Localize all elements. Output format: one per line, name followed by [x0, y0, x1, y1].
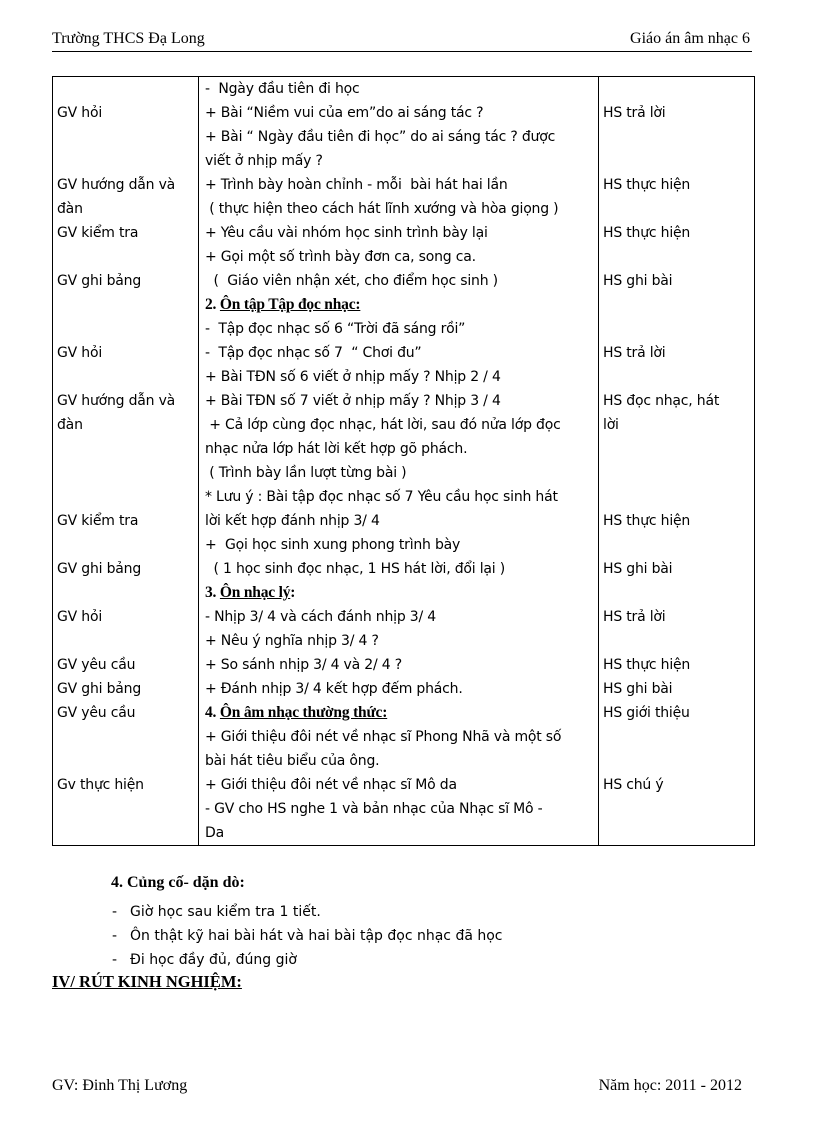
student-activity-cell [599, 173, 755, 197]
content-cell [199, 701, 599, 725]
teacher-activity-cell [53, 101, 199, 125]
table-row [53, 797, 755, 821]
table-row [53, 389, 755, 413]
table-row [53, 413, 755, 437]
cell-text: + Bài “ Ngày đầu tiên đi học” do ai sáng tác ? được [205, 129, 556, 145]
teacher-activity-cell [53, 317, 199, 341]
table-row [53, 821, 755, 846]
table-row [53, 317, 755, 341]
content-cell [199, 173, 599, 197]
student-activity-cell [599, 413, 755, 437]
section-number: 2. [205, 296, 217, 313]
content-cell [199, 509, 599, 533]
teacher-activity-cell [53, 749, 199, 773]
cell-text: - GV cho HS nghe 1 và bản nhạc của Nhạc sĩ Mô - [205, 801, 543, 817]
table-row [53, 269, 755, 293]
table-row [53, 725, 755, 749]
content-cell [199, 749, 599, 773]
teacher-activity-cell [53, 725, 199, 749]
cell-text: + Gọi một số trình bày đơn ca, song ca. [205, 249, 476, 265]
table-row [53, 509, 755, 533]
table-row [53, 365, 755, 389]
teacher-activity-cell [53, 197, 199, 221]
student-activity-cell [599, 197, 755, 221]
student-activity-cell [599, 629, 755, 653]
table-row [53, 773, 755, 797]
teacher-activity-cell [53, 509, 199, 533]
content-cell [199, 437, 599, 461]
teacher-activity-cell [53, 245, 199, 269]
student-activity-cell [599, 149, 755, 173]
content-cell [199, 317, 599, 341]
teacher-activity-cell [53, 653, 199, 677]
teacher-activity-cell [53, 773, 199, 797]
cell-text: đàn [57, 417, 83, 433]
cell-text: ( Trình bày lần lượt từng bài ) [205, 465, 407, 481]
content-cell [199, 677, 599, 701]
teacher-activity-cell [53, 149, 199, 173]
content-cell [199, 797, 599, 821]
content-cell [199, 101, 599, 125]
teacher-activity-cell [53, 221, 199, 245]
teacher-activity-cell [53, 77, 199, 102]
cell-text: GV hỏi [57, 105, 103, 121]
student-activity-cell [599, 533, 755, 557]
teacher-activity-cell [53, 533, 199, 557]
teacher-activity-cell [53, 605, 199, 629]
content-cell [199, 773, 599, 797]
summary-item-text: Ôn thật kỹ hai bài hát và hai bài tập đọc nhạc đã học [130, 928, 503, 944]
table-row [53, 437, 755, 461]
cell-text: + Nêu ý nghĩa nhịp 3/ 4 ? [205, 633, 379, 649]
teacher-activity-cell [53, 173, 199, 197]
cell-text: HS thực hiện [603, 657, 691, 673]
table-row [53, 533, 755, 557]
cell-text: + Bài TĐN số 7 viết ở nhịp mấy ? Nhịp 3 / 4 [205, 393, 501, 409]
section-heading: Ôn nhạc lý [219, 584, 291, 601]
student-activity-cell [599, 245, 755, 269]
teacher-activity-cell [53, 341, 199, 365]
cell-text: + Đánh nhịp 3/ 4 kết hợp đếm phách. [205, 681, 463, 697]
table-row [53, 149, 755, 173]
cell-text: + Trình bày hoàn chỉnh - mỗi bài hát hai lần [205, 177, 508, 193]
student-activity-cell [599, 437, 755, 461]
list-dash: - [112, 928, 118, 944]
teacher-activity-cell [53, 365, 199, 389]
cell-text: - Ngày đầu tiên đi học [205, 81, 360, 97]
cell-text: HS đọc nhạc, hát [603, 393, 720, 409]
cell-text: HS trả lời [603, 345, 666, 361]
teacher-activity-cell [53, 461, 199, 485]
student-activity-cell [599, 605, 755, 629]
content-cell [199, 221, 599, 245]
teacher-name: GV: Đinh Thị Lương [52, 1077, 188, 1094]
student-activity-cell [599, 77, 755, 102]
table-row [53, 101, 755, 125]
content-cell [199, 605, 599, 629]
cell-text: ( 1 học sinh đọc nhạc, 1 HS hát lời, đổi lại ) [205, 561, 505, 577]
table-row [53, 485, 755, 509]
cell-text: GV yêu cầu [57, 705, 136, 721]
table-row [53, 125, 755, 149]
cell-text: + Giới thiệu đôi nét về nhạc sĩ Phong Nhã và một số [205, 729, 562, 745]
school-year: Năm học: 2011 - 2012 [598, 1077, 742, 1094]
cell-text: GV ghi bảng [57, 273, 142, 289]
cell-text: GV hỏi [57, 345, 103, 361]
table-row [53, 341, 755, 365]
student-activity-cell [599, 101, 755, 125]
cell-text: + So sánh nhịp 3/ 4 và 2/ 4 ? [205, 657, 402, 673]
cell-text: HS trả lời [603, 609, 666, 625]
teacher-activity-cell [53, 485, 199, 509]
teacher-activity-cell [53, 269, 199, 293]
content-cell [199, 149, 599, 173]
content-cell [199, 653, 599, 677]
page-header [52, 30, 752, 52]
section-heading: Ôn âm nhạc thường thức: [219, 704, 388, 721]
content-cell [199, 557, 599, 581]
cell-text: - Nhịp 3/ 4 và cách đánh nhịp 3/ 4 [205, 609, 436, 625]
cell-text: + Yêu cầu vài nhóm học sinh trình bày lại [205, 225, 488, 241]
student-activity-cell [599, 341, 755, 365]
table-row [53, 461, 755, 485]
teacher-activity-cell [53, 389, 199, 413]
student-activity-cell [599, 653, 755, 677]
cell-text: GV kiểm tra [57, 225, 139, 241]
teacher-activity-cell [53, 557, 199, 581]
content-cell [199, 581, 599, 605]
content-cell [199, 293, 599, 317]
student-activity-cell [599, 797, 755, 821]
content-cell [199, 197, 599, 221]
teacher-activity-cell [53, 581, 199, 605]
cell-text: ( thực hiện theo cách hát lĩnh xướng và hòa giọng ) [205, 201, 559, 217]
cell-text: + Bài TĐN số 6 viết ở nhịp mấy ? Nhịp 2 / 4 [205, 369, 501, 385]
lesson-table [52, 76, 755, 846]
cell-text: GV hướng dẫn và [57, 393, 176, 409]
table-row [53, 293, 755, 317]
cell-text: GV hướng dẫn và [57, 177, 176, 193]
teacher-activity-cell [53, 821, 199, 846]
cell-text: * Lưu ý : Bài tập đọc nhạc số 7 Yêu cầu học sinh hát [205, 489, 558, 505]
student-activity-cell [599, 773, 755, 797]
cell-text: Gv thực hiện [57, 777, 144, 793]
cell-text: + Cả lớp cùng đọc nhạc, hát lời, sau đó nửa lớp đọc [205, 417, 561, 433]
cell-text: HS thực hiện [603, 513, 691, 529]
student-activity-cell [599, 317, 755, 341]
content-cell [199, 245, 599, 269]
student-activity-cell [599, 461, 755, 485]
student-activity-cell [599, 485, 755, 509]
cell-text: HS thực hiện [603, 177, 691, 193]
teacher-activity-cell [53, 677, 199, 701]
content-cell [199, 461, 599, 485]
cell-text: ( Giáo viên nhận xét, cho điểm học sinh ) [205, 273, 498, 289]
teacher-activity-cell [53, 437, 199, 461]
table-row [53, 173, 755, 197]
school-name: Trường THCS Đạ Long [52, 30, 205, 47]
cell-text: HS thực hiện [603, 225, 691, 241]
summary-item-text: Đi học đầy đủ, đúng giờ [130, 952, 297, 968]
cell-text: HS giới thiệu [603, 705, 690, 721]
student-activity-cell [599, 125, 755, 149]
content-cell [199, 821, 599, 846]
cell-text: + Bài “Niềm vui của em”do ai sáng tác ? [205, 105, 484, 121]
teacher-activity-cell [53, 125, 199, 149]
cell-text: HS trả lời [603, 105, 666, 121]
cell-text: nhạc nửa lớp hát lời kết hợp gõ phách. [205, 441, 468, 457]
content-cell [199, 125, 599, 149]
cell-text: bài hát tiêu biểu của ông. [205, 753, 380, 769]
content-cell [199, 413, 599, 437]
table-row [53, 197, 755, 221]
section-number: 4. [205, 704, 217, 721]
student-activity-cell [599, 509, 755, 533]
content-cell [199, 485, 599, 509]
table-row [53, 701, 755, 725]
teacher-activity-cell [53, 413, 199, 437]
cell-text: đàn [57, 201, 83, 217]
cell-text: GV yêu cầu [57, 657, 136, 673]
cell-text: - Tập đọc nhạc số 7 “ Chơi đu” [205, 345, 422, 361]
student-activity-cell [599, 269, 755, 293]
cell-text: - Tập đọc nhạc số 6 “Trời đã sáng rồi” [205, 321, 466, 337]
cell-text: GV ghi bảng [57, 561, 142, 577]
student-activity-cell [599, 221, 755, 245]
table-row [53, 77, 755, 102]
section-heading-iv: IV/ RÚT KINH NGHIỆM: [52, 972, 242, 991]
content-cell [199, 629, 599, 653]
table-row [53, 605, 755, 629]
student-activity-cell [599, 725, 755, 749]
cell-text: GV ghi bảng [57, 681, 142, 697]
student-activity-cell [599, 701, 755, 725]
cell-text: lời kết hợp đánh nhịp 3/ 4 [205, 513, 380, 529]
student-activity-cell [599, 365, 755, 389]
teacher-activity-cell [53, 797, 199, 821]
cell-text: HS chú ý [603, 777, 664, 793]
table-row [53, 245, 755, 269]
cell-text: + Giới thiệu đôi nét về nhạc sĩ Mô da [205, 777, 457, 793]
student-activity-cell [599, 821, 755, 846]
content-cell [199, 533, 599, 557]
cell-text: lời [603, 417, 619, 433]
table-row [53, 557, 755, 581]
cell-text: Da [205, 825, 224, 841]
lesson-table-body [53, 77, 755, 846]
table-row [53, 677, 755, 701]
document-title: Giáo án âm nhạc 6 [630, 30, 750, 47]
list-dash: - [112, 904, 118, 920]
table-row [53, 221, 755, 245]
teacher-activity-cell [53, 701, 199, 725]
list-dash: - [112, 952, 118, 968]
teacher-activity-cell [53, 629, 199, 653]
cell-text: HS ghi bài [603, 561, 673, 577]
content-cell [199, 389, 599, 413]
table-row [53, 629, 755, 653]
student-activity-cell [599, 293, 755, 317]
table-row [53, 581, 755, 605]
student-activity-cell [599, 557, 755, 581]
student-activity-cell [599, 389, 755, 413]
summary-title: 4. Củng cố- dặn dò: [111, 874, 245, 891]
section-heading: Ôn tập Tập đọc nhạc: [219, 296, 361, 313]
content-cell [199, 725, 599, 749]
cell-text: viết ở nhịp mấy ? [205, 153, 323, 169]
content-cell [199, 365, 599, 389]
table-row [53, 653, 755, 677]
student-activity-cell [599, 749, 755, 773]
content-cell [199, 269, 599, 293]
heading-colon: : [290, 584, 296, 601]
content-cell [199, 77, 599, 102]
student-activity-cell [599, 581, 755, 605]
section-number: 3. [205, 584, 217, 601]
student-activity-cell [599, 677, 755, 701]
cell-text: HS ghi bài [603, 681, 673, 697]
cell-text: HS ghi bài [603, 273, 673, 289]
cell-text: GV hỏi [57, 609, 103, 625]
cell-text: + Gọi học sinh xung phong trình bày [205, 537, 461, 553]
summary-item-text: Giờ học sau kiểm tra 1 tiết. [130, 904, 321, 920]
teacher-activity-cell [53, 293, 199, 317]
cell-text: GV kiểm tra [57, 513, 139, 529]
table-row [53, 749, 755, 773]
content-cell [199, 341, 599, 365]
